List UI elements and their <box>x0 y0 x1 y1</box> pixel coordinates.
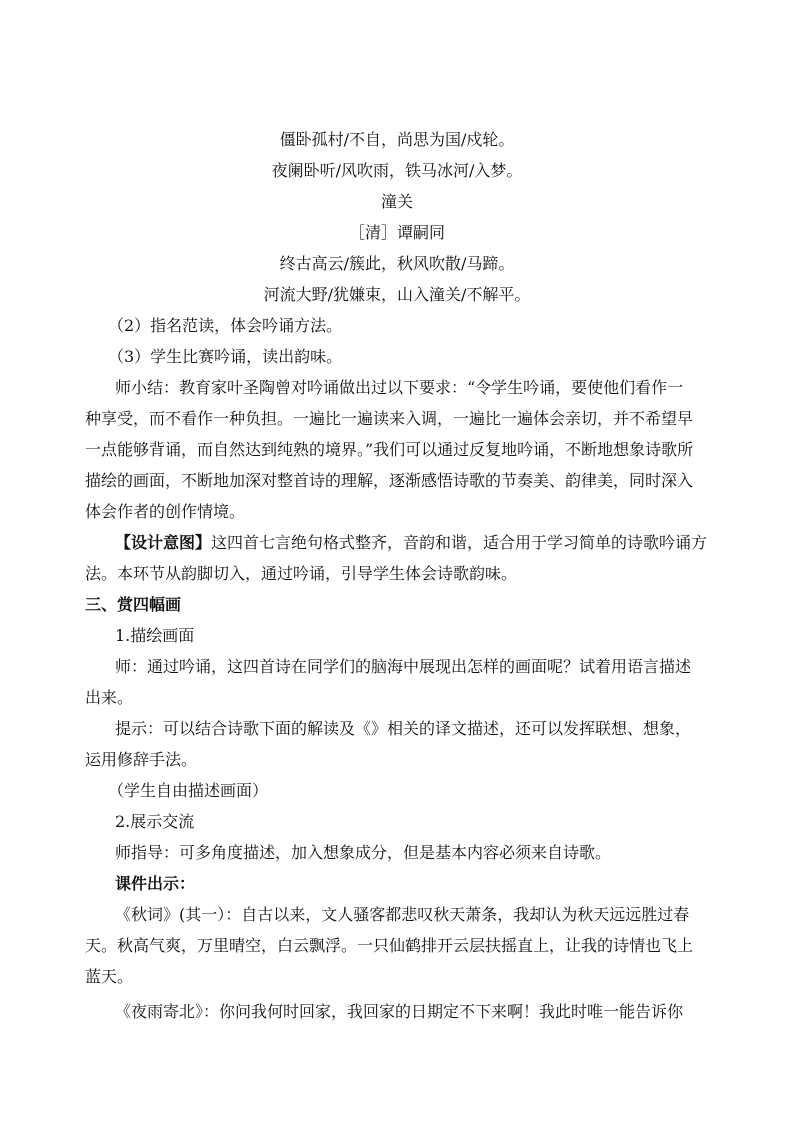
summary-line4: 描绘的画面，不断地加深对整首诗的理解，逐渐感悟诗歌的节奏美、韵律美，同时深入 <box>85 471 694 490</box>
qiuci-line1: 《秋词》(其一）：自古以来，文人骚客都悲叹秋天萧条，我却认为秋天远远胜过春 <box>115 905 690 924</box>
qiuci-line3: 蓝天。 <box>85 967 134 986</box>
poem2-line1: 终古高云/簇此，秋风吹散/马蹄。 <box>279 254 515 273</box>
step-3: （3）学生比赛吟诵，读出韵味。 <box>108 347 343 366</box>
poem1-line1: 僵卧孤村/不自，尚思为国/戍轮。 <box>279 130 515 149</box>
qiuci-line2: 天。秋高气爽，万里晴空，白云飘浮。一只仙鹤排开云层扶摇直上，让我的诗情也飞上 <box>85 936 694 955</box>
poem2-line2: 河流大野/犹嫌束，山入潼关/不解平。 <box>263 285 531 304</box>
summary-line2: 种享受，而不看作一种负担。一遍比一遍读来入调，一遍比一遍体会亲切，并不希望早 <box>85 409 694 428</box>
hint-line2: 运用修辞手法。 <box>85 750 198 769</box>
summary-line3: 一点能够背诵，而自然达到纯熟的境界。”我们可以通过反复地吟诵，不断地想象诗歌所 <box>85 440 694 459</box>
section-heading: 三、赏四幅画 <box>85 595 182 614</box>
poem1-line2: 夜阑卧听/风吹雨，铁马冰河/入梦。 <box>271 161 523 180</box>
subheading-share: 2.展示交流 <box>115 812 195 831</box>
design-intent-line2: 法。本环节从韵脚切入，通过吟诵，引导学生体会诗歌韵味。 <box>85 564 518 583</box>
yeyu-line1: 《夜雨寄北》：你问我何时回家，我回家的日期定不下来啊！我此时唯一能告诉你 <box>115 1002 684 1021</box>
design-intent-label: 【设计意图】 <box>115 533 212 552</box>
subheading-draw: 1.描绘画面 <box>115 626 195 645</box>
hint-line1: 提示：可以结合诗歌下面的解读及《》相关的译文描述，还可以发挥联想、想象， <box>115 719 692 738</box>
courseware-label: 课件出示： <box>115 874 196 893</box>
teacher-question-line1: 师：通过吟诵，这四首诗在同学们的脑海中展现出怎样的画面呢？试着用语言描述 <box>115 657 692 676</box>
design-intent-line1 <box>115 533 707 553</box>
step-2: （2）指名范读，体会吟诵方法。 <box>108 316 343 335</box>
summary-line1: 师小结：教育家叶圣陶曾对吟诵做出过以下要求：“令学生吟诵，要使他们看作一 <box>115 378 684 397</box>
summary-line5: 体会作者的创作情境。 <box>85 502 246 521</box>
teacher-guide: 师指导：可多角度描述，加入想象成分，但是基本内容必须来自诗歌。 <box>115 843 612 862</box>
design-intent-text: 这四首七言绝句格式整齐，音韵和谐，适合用于学习简单的诗歌吟诵方 <box>211 533 708 552</box>
student-note: （学生自由描述画面） <box>108 781 269 800</box>
poem2-author: ［清］谭嗣同 <box>348 223 445 242</box>
teacher-question-line2: 出来。 <box>85 688 134 707</box>
poem2-title: 潼关 <box>380 192 413 211</box>
